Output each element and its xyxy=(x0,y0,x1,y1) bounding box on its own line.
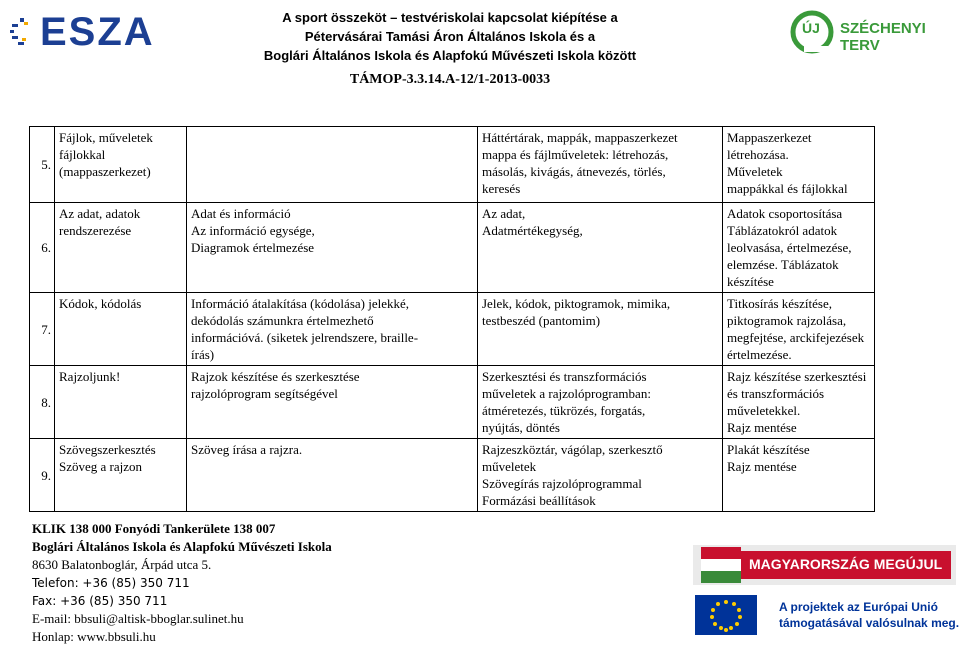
topic-line: Fájlok, műveletek xyxy=(59,130,153,145)
activities-line: Rajz mentése xyxy=(727,420,797,435)
concepts-line: Az információ egysége, xyxy=(191,223,315,238)
table-row xyxy=(30,293,875,366)
footer-web[interactable]: Honlap: www.bbsuli.hu xyxy=(32,629,156,644)
activities-line: és transzformációs xyxy=(727,386,825,401)
topic-line: rendszerezése xyxy=(59,223,132,238)
activities-line: Adatok csoportosítása xyxy=(727,206,843,221)
table-row xyxy=(30,203,875,293)
magyarorszag-megujul-badge xyxy=(693,545,956,585)
cell-content xyxy=(478,127,723,203)
activities-line: értelmezése. xyxy=(727,347,792,362)
content-line: Formázási beállítások xyxy=(482,493,596,508)
content-line: műveletek a rajzolóprogramban: xyxy=(482,386,651,401)
concepts-line: Diagramok értelmezése xyxy=(191,240,315,255)
content-line: Szerkesztési és transzformációs xyxy=(482,369,647,384)
eu-support-text-line-2: támogatásával valósulnak meg. xyxy=(779,616,960,630)
activities-line: Rajz mentése xyxy=(727,459,797,474)
concepts-line: Szöveg írása a rajzra. xyxy=(191,442,303,457)
table-row xyxy=(30,127,875,203)
content-line: műveletek xyxy=(482,459,537,474)
content-line: Jelek, kódok, piktogramok, mimika, xyxy=(482,296,671,311)
szechenyi-terv-logo xyxy=(790,8,960,60)
content-line: Rajzeszköztár, vágólap, szerkesztő xyxy=(482,442,663,457)
esza-logo-text: ESZA xyxy=(40,10,155,54)
activities-line: megfejtése, arckifejezések xyxy=(727,330,865,345)
concepts-line: Rajzok készítése és szerkesztése xyxy=(191,369,360,384)
concepts-line: információvá. (siketek jelrendszere, braille- xyxy=(191,330,419,345)
cell-activities xyxy=(723,293,875,366)
eu-support-text-line-1: A projektek az Európai Unió xyxy=(779,600,938,614)
header-title-line: Boglári Általános Iskola és Alapfokú Művészeti Iskola között xyxy=(263,48,637,63)
activities-line: leolvasása, értelmezése, xyxy=(727,240,852,255)
activities-line: Mappaszerkezet xyxy=(727,130,812,145)
footer-contact xyxy=(32,520,332,646)
cell-concepts xyxy=(187,366,478,439)
activities-line: Titkosírás készítése, xyxy=(727,296,832,311)
lesson-number: 6. xyxy=(30,203,55,293)
concepts-line: rajzolóprogram segítségével xyxy=(191,386,338,401)
topic-line: Szövegszerkesztés xyxy=(59,442,156,457)
cell-content xyxy=(478,366,723,439)
concepts-line: Információ átalakítása (kódolása) jelekké, xyxy=(191,296,410,311)
content-line: Háttértárak, mappák, mappaszerkezet xyxy=(482,130,678,145)
content-line: Az adat, xyxy=(482,206,526,221)
project-code: TÁMOP-3.3.14.A-12/1-2013-0033 xyxy=(349,72,551,87)
lesson-number: 9. xyxy=(30,439,55,512)
eu-flag-icon xyxy=(693,593,763,637)
cell-activities xyxy=(723,127,875,203)
topic-line: Kódok, kódolás xyxy=(59,296,142,311)
topic-line: fájlokkal xyxy=(59,147,106,162)
cell-content xyxy=(478,203,723,293)
cell-concepts xyxy=(187,203,478,293)
footer-phone: Telefon: +36 (85) 350 711 xyxy=(32,576,190,590)
magyarorszag-megujul-text: MAGYARORSZÁG MEGÚJUL xyxy=(749,556,943,572)
cell-concepts xyxy=(187,127,478,203)
header-title-line: A sport összeköt – testvériskolai kapcsolat kiépítése a xyxy=(282,10,618,25)
activities-line: Plakát készítése xyxy=(727,442,810,457)
activities-line: Rajz készítése szerkesztési xyxy=(727,369,867,384)
header-title-line: Pétervásárai Tamási Áron Általános Iskola és a xyxy=(304,29,596,44)
header-title xyxy=(250,8,650,65)
activities-line: készítése xyxy=(727,274,774,289)
footer-address: 8630 Balatonboglár, Árpád utca 5. xyxy=(32,557,212,572)
szechenyi-logo-text: SZÉCHENYI TERV xyxy=(840,20,926,54)
footer-email[interactable]: E-mail: bbsuli@altisk-bboglar.sulinet.hu xyxy=(32,611,244,626)
activities-line: műveletekkel. xyxy=(727,403,801,418)
lesson-number: 5. xyxy=(30,127,55,203)
lesson-plan-table xyxy=(29,126,875,512)
cell-concepts xyxy=(187,439,478,512)
topic-line: Az adat, adatok xyxy=(59,206,141,221)
concepts-line: Adat és információ xyxy=(191,206,291,221)
cell-content xyxy=(478,293,723,366)
topic-line: (mappaszerkezet) xyxy=(59,164,151,179)
szechenyi-logo-prefix: ÚJ xyxy=(802,20,820,36)
activities-line: Műveletek xyxy=(727,164,783,179)
topic-line: Rajzoljunk! xyxy=(59,369,121,384)
concepts-line: dekódolás számunkra értelmezhető xyxy=(191,313,374,328)
lesson-number: 7. xyxy=(30,293,55,366)
cell-topic xyxy=(55,439,187,512)
activities-line: létrehozása. xyxy=(727,147,789,162)
content-line: Adatmértékegység, xyxy=(482,223,583,238)
cell-topic xyxy=(55,203,187,293)
content-line: testbeszéd (pantomim) xyxy=(482,313,601,328)
content-line: nyújtás, döntés xyxy=(482,420,560,435)
activities-line: Táblázatokról adatok xyxy=(727,223,838,238)
content-line: keresés xyxy=(482,181,521,196)
cell-concepts xyxy=(187,293,478,366)
footer-school: Boglári Általános Iskola és Alapfokú Művészeti Iskola xyxy=(32,539,332,554)
lesson-number: 8. xyxy=(30,366,55,439)
activities-line: mappákkal és fájlokkal xyxy=(727,181,848,196)
cell-content xyxy=(478,439,723,512)
content-line: Szövegírás rajzolóprogrammal xyxy=(482,476,642,491)
content-line: átméretezés, tükrözés, forgatás, xyxy=(482,403,646,418)
cell-topic xyxy=(55,293,187,366)
cell-activities xyxy=(723,439,875,512)
content-line: mappa és fájlműveletek: létrehozás, xyxy=(482,147,669,162)
cell-topic xyxy=(55,127,187,203)
concepts-line: írás) xyxy=(191,347,215,362)
cell-topic xyxy=(55,366,187,439)
eu-support-badge xyxy=(693,593,960,637)
table-row xyxy=(30,439,875,512)
table-row xyxy=(30,366,875,439)
topic-line: Szöveg a rajzon xyxy=(59,459,143,474)
footer-fax: Fax: +36 (85) 350 711 xyxy=(32,594,168,608)
footer-org: KLIK 138 000 Fonyódi Tankerülete 138 007 xyxy=(32,521,276,536)
activities-line: elemzése. Táblázatok xyxy=(727,257,839,272)
cell-activities xyxy=(723,203,875,293)
content-line: másolás, kivágás, átnevezés, törlés, xyxy=(482,164,666,179)
activities-line: piktogramok rajzolása, xyxy=(727,313,847,328)
cell-activities xyxy=(723,366,875,439)
